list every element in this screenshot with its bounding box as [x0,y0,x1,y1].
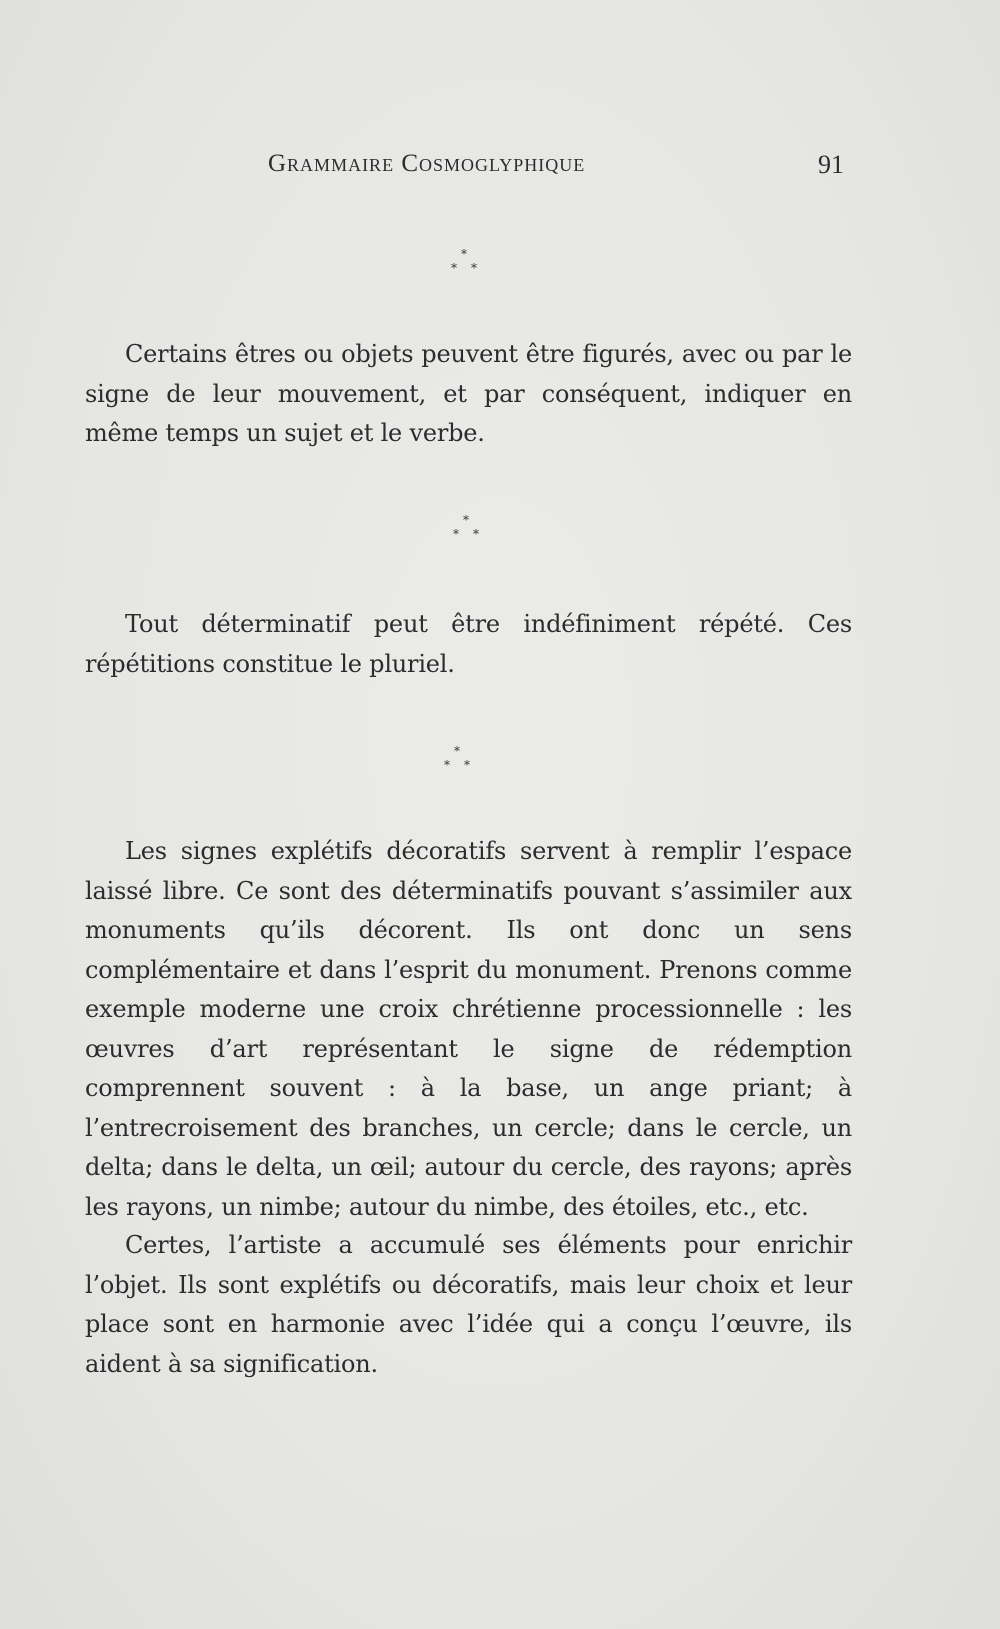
paragraph-block [85,605,852,684]
running-head: Grammaire Cosmoglyphique [268,150,586,177]
page-number: 91 [818,150,844,179]
asterism-divider [449,514,489,544]
asterism-star-icon: * [473,527,479,541]
paragraph-block [85,832,852,1227]
asterism-star-icon: * [463,513,469,527]
asterism-star-icon: * [471,261,477,275]
paragraph-block [85,335,852,454]
paragraph: Les signes explétifs décoratifs servent à remplir l’espace laissé libre. Ce sont des déterminatifs pouvant s’assimiler aux monuments qu’ils décorent. Ils ont donc un sens complémentaire et dans l’esprit du monument. Prenons comme exemple moderne une croix chrétienne processionnelle : les œuvres d’art représentant le signe de rédemption comprennent souvent : à la base, un ange priant; à l’entrecroisement des branches, un cercle; dans le cercle, un delta; dans le delta, un œil; autour du cercle, des rayons; après les rayons, un nimbe; autour du nimbe, des étoiles, etc., etc. [85,837,852,1221]
asterism-star-icon: * [444,758,450,772]
asterism-star-icon: * [454,744,460,758]
paragraph-block [85,1226,852,1384]
asterism-star-icon: * [451,261,457,275]
asterism-star-icon: * [461,247,467,261]
paragraph: Tout déterminatif peut être indéfiniment répété. Ces répétitions constitue le pluriel. [85,610,852,678]
asterism-star-icon: * [464,758,470,772]
paragraph: Certes, l’artiste a accumulé ses éléments pour enrichir l’objet. Ils sont explétifs ou décoratifs, mais leur choix et leur place sont en harmonie avec l’idée qui a conçu l’œuvre, ils aident à sa signification. [85,1231,852,1378]
asterism-divider [440,745,480,775]
asterism-divider [447,248,487,278]
paragraph: Certains êtres ou objets peuvent être figurés, avec ou par le signe de leur mouvement, et par conséquent, indiquer en même temps un sujet et le verbe. [85,340,852,447]
asterism-star-icon: * [453,527,459,541]
